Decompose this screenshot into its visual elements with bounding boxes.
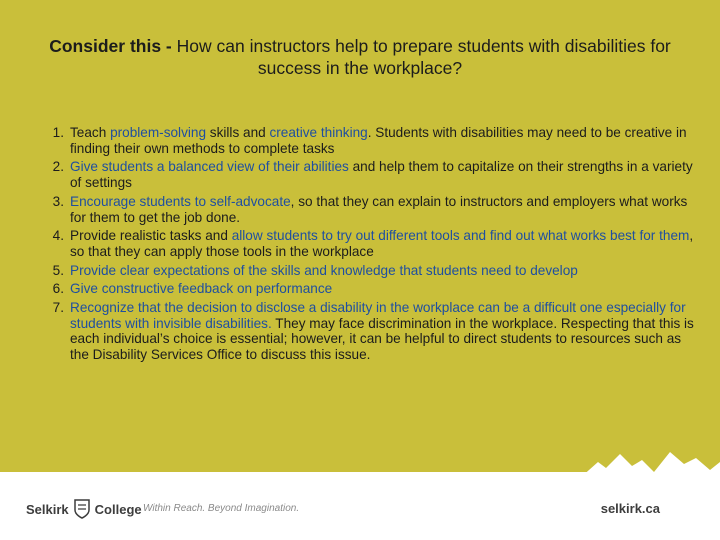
body-text: , so that they can apply those tools in the workplace	[70, 228, 694, 259]
list-item-number: 4.	[52, 228, 64, 244]
body-text: skills and	[206, 125, 270, 140]
tagline: Within Reach. Beyond Imagination.	[143, 503, 300, 514]
list-item	[12, 281, 702, 297]
body-text: . Students with disabilities may need to be creative in finding their own methods to complete tasks	[70, 125, 687, 156]
college-logo[interactable]	[26, 498, 142, 520]
highlighted-text: creative thinking	[269, 125, 368, 140]
list-item-number: 2.	[52, 159, 64, 175]
slide-title	[40, 35, 680, 79]
college-crest-icon	[74, 499, 90, 519]
highlighted-text: allow students to try out different tools and find out what works best for them	[231, 228, 690, 244]
highlighted-text: Give constructive feedback on performance	[70, 281, 333, 297]
body-text: They may face discrimination in the workplace. Respecting that this is each individual’s choice is essential; however, it can be helpful to direct students to resources such as the Disability Services Office to discuss this issue.	[70, 315, 694, 363]
title-lead: Consider this -	[49, 36, 172, 56]
list-item	[12, 159, 702, 190]
body-text: Provide realistic tasks and	[70, 228, 232, 244]
logo-word-right: College	[94, 501, 142, 517]
footer	[0, 472, 720, 540]
highlighted-text: Encourage students to self-advocate	[70, 193, 291, 209]
points-list	[12, 125, 702, 366]
highlighted-text: problem-solving	[110, 125, 207, 140]
list-item	[12, 300, 702, 363]
list-item-number: 1.	[52, 125, 64, 140]
list-item-number: 6.	[52, 281, 64, 297]
highlighted-text: Provide clear expectations of the skills and knowledge that students need to develop	[70, 262, 578, 278]
list-item	[12, 263, 702, 279]
logo-word-left: Selkirk	[26, 501, 69, 517]
list-item	[12, 125, 702, 156]
highlighted-text: Recognize that the decision to disclose a disability in the workplace can be a difficult one especially for students with invisible disabilities.	[70, 300, 686, 331]
website-link[interactable]: selkirk.ca	[600, 501, 660, 516]
list-item-number: 3.	[52, 193, 64, 209]
list-item-number: 5.	[52, 262, 64, 278]
list-item	[12, 194, 702, 225]
title-text: How can instructors help to prepare students with disabilities for success in the workplace?	[176, 36, 671, 78]
body-text: Teach	[70, 125, 111, 140]
body-text: , so that they can explain to instructors and employers what works for them to get the job done.	[70, 193, 688, 225]
list-item-number: 7.	[52, 300, 64, 316]
body-text: and help them to capitalize on their strengths in a variety of settings	[70, 159, 693, 191]
list-item	[12, 228, 702, 259]
highlighted-text: Give students a balanced view of their abilities	[70, 159, 349, 175]
